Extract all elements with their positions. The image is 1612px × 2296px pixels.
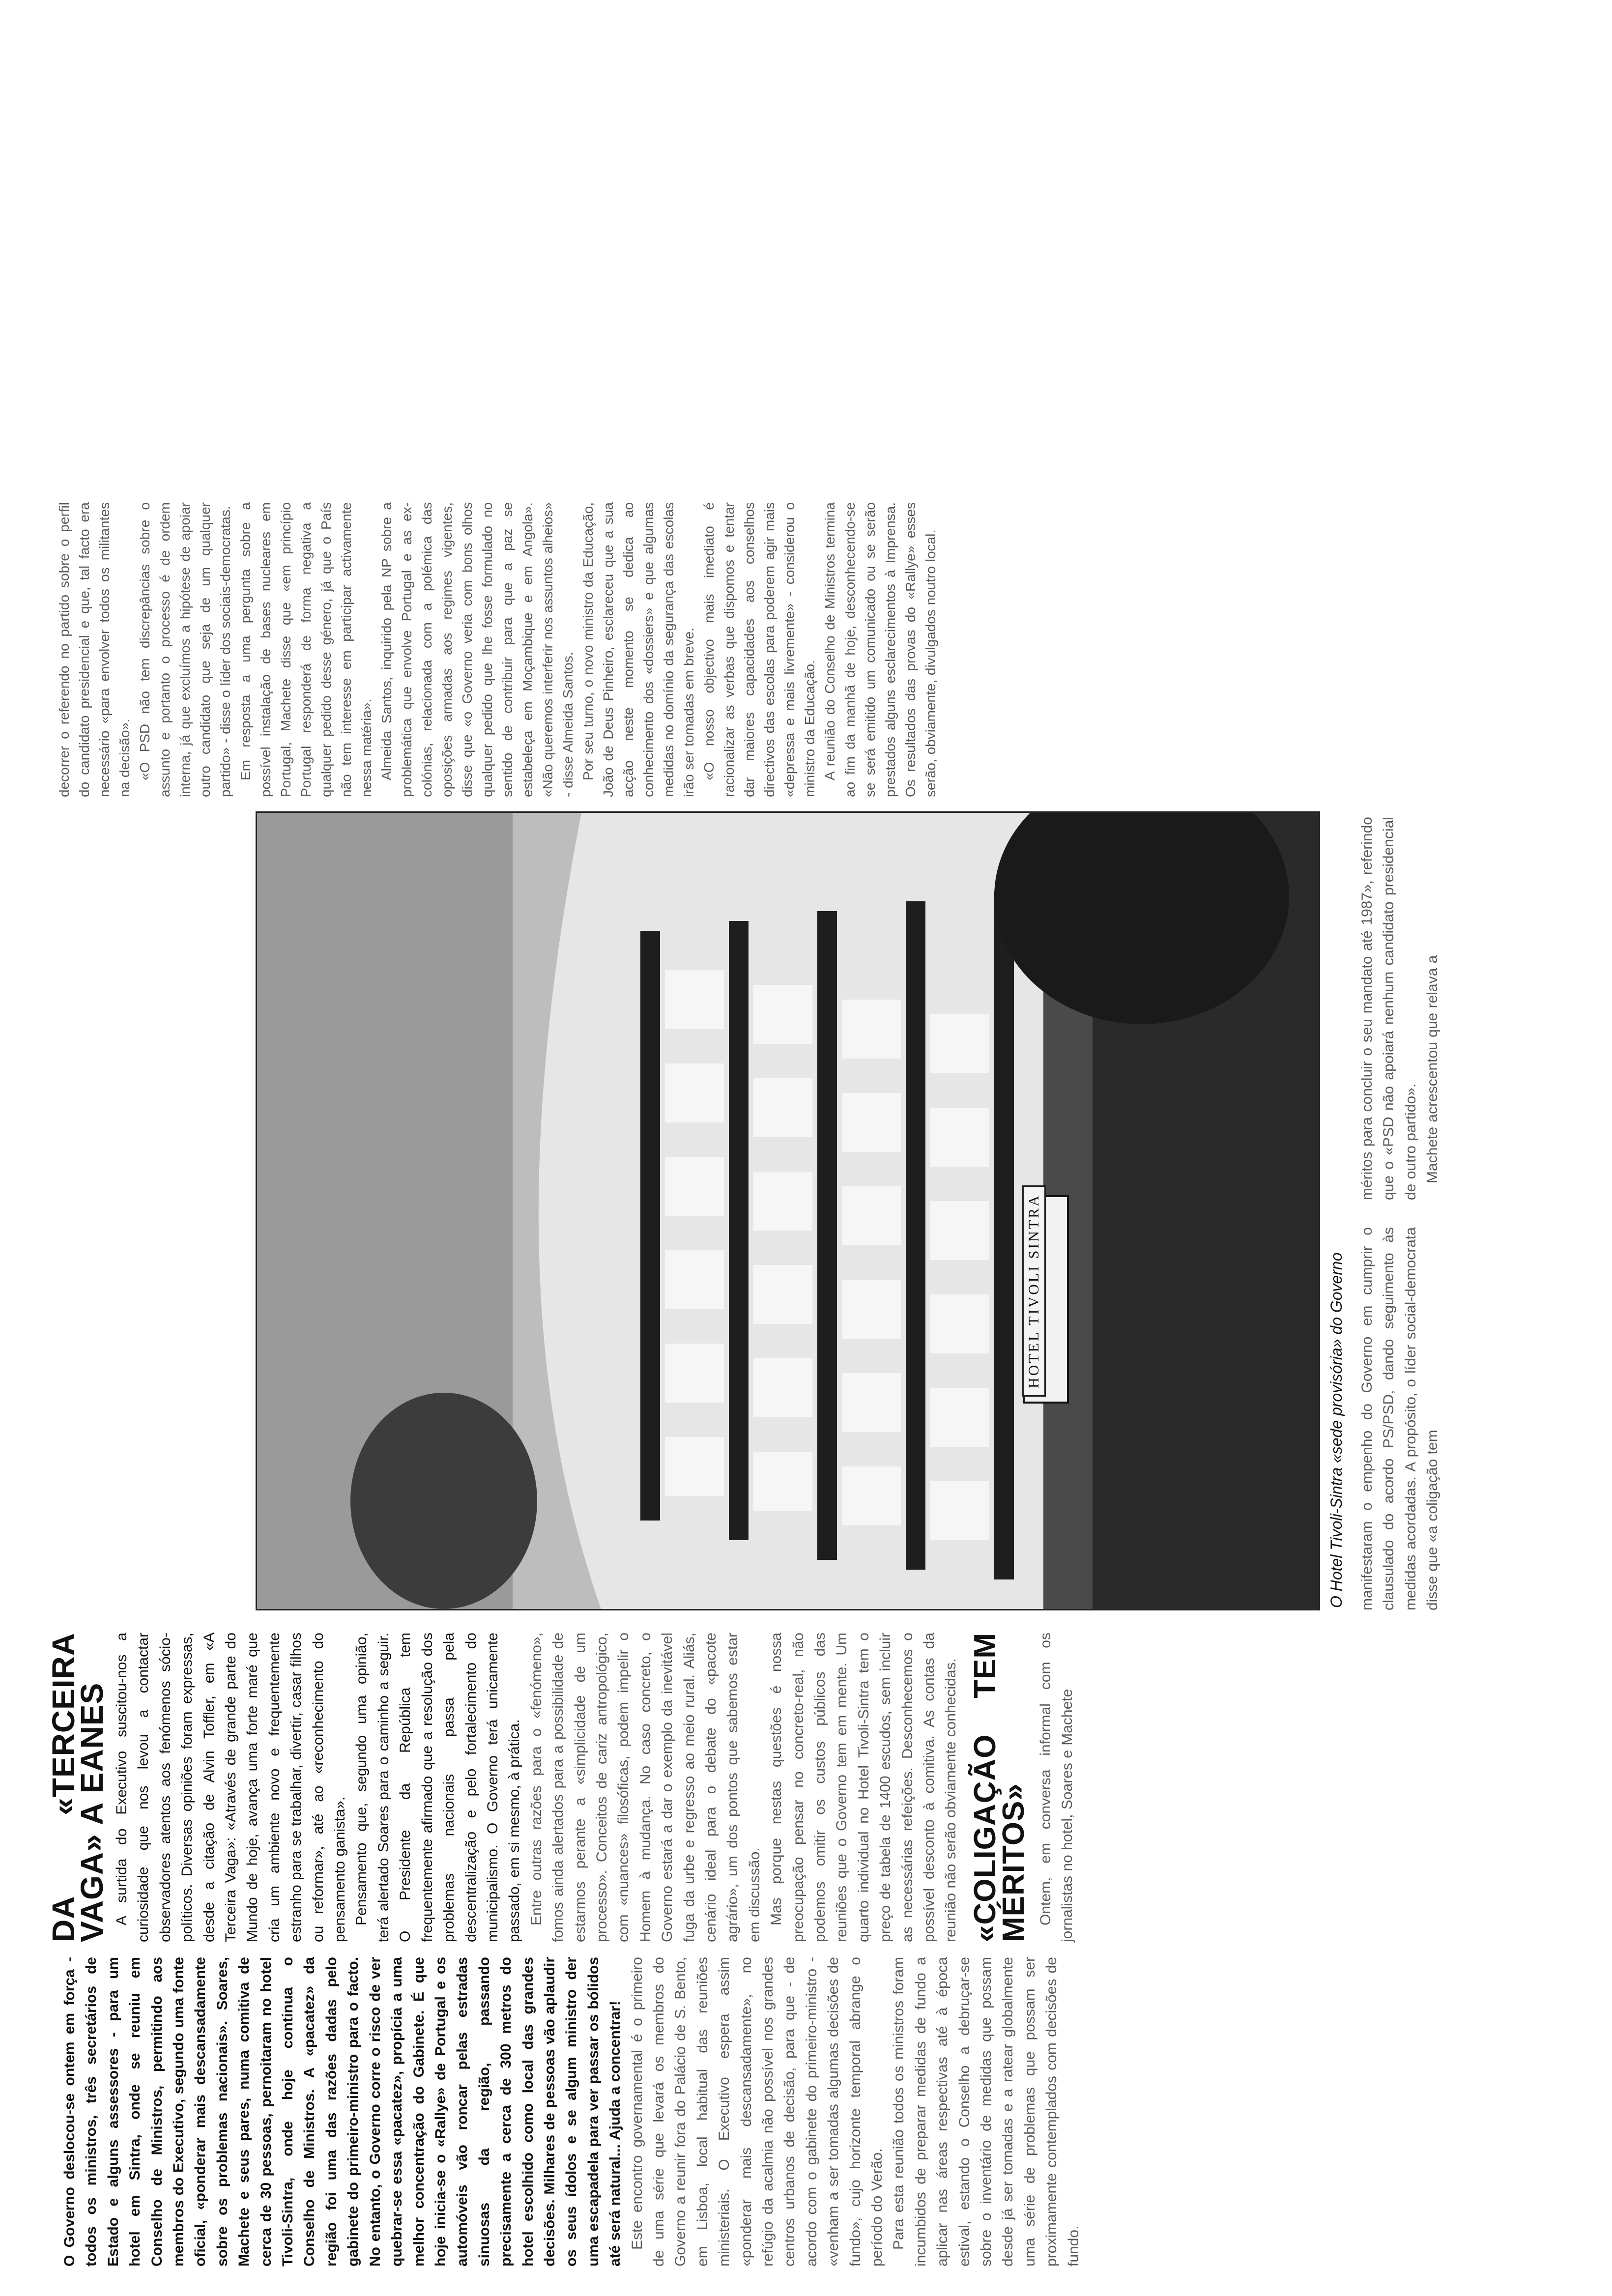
article-paragraph: Em resposta a uma pergunta sobre a possível instalação de bases nucleares em Portugal, Machete disse que «em princípio Portugal responderá de forma negativa a qualquer pedido desse género, já que o País não tem interesse em participar activamente nessa matéria». — [238, 502, 374, 797]
section-heading-coligacao: «COLIGAÇÃO TEM MÉRITOS» — [968, 1633, 1031, 1942]
article-column-5 — [54, 502, 941, 797]
article-paragraph: Por seu turno, o novo ministro da Educação, João de Deus Pinheiro, esclareceu que a sua acção neste momento se dedica ao conhecimento dos «dossiers» e que algumas medidas no domínio da segurança das escolas irão ser tomadas em breve. — [580, 502, 696, 797]
article-paragraph: Para esta reunião todos os ministros foram incumbidos de preparar medidas de fundo a aplicar nas áreas respectivas até à época estival, estando o Conselho a debruçar-se sobre o inventário de medidas que possam desde já ser tomadas e a ratear globalmente uma série de problemas que possam ser proximamente contemplados com decisões de fundo. — [891, 1957, 1082, 2267]
article-paragraph: Machete acrescentou que relava a — [1424, 955, 1441, 1183]
article-paragraph: Pensamento que, segundo uma opinião, terá alertado Soares para o caminho a seguir. O Presidente da República tem frequentemente afirmado que a resolução dos problemas nacionais passa pela descentralização e pelo fortalecimento do municipalismo. O Governo terá unicamente passado, em si mesmo, à prática. — [353, 1633, 523, 1942]
article-paragraph: Entre outras razões para o «fenómeno», fomos ainda alertados para a possibilidade de estarmos perante a «simplicidade de um processo». Conceitos de cariz antropológico, com «nuances» filosóficas, podem impelir o Homem à mudança. No caso concreto, o Governo estará a dar o exemplo da inevitável fuga da urbe e regresso ao meio rural. Aliás, cenário ideal para o debate do «pacote agrário», um dos pontos que sabemos estar em discussão. — [528, 1633, 763, 1942]
article-paragraph: decorrer o referendo no partido sobre o perfil do candidato presidencial e que, tal facto era necessário «para envolver todos os militantes na decisão». — [57, 502, 132, 797]
article-paragraph: Almeida Santos, inquirido pela NP sobre a problemática que envolve Portugal e as ex-colónias, relacionada com a polémica das oposições armadas aos regimes vigentes, disse que «o Governo veria com bons olhos qualquer pedido que lhe fosse formulado no sentido de contribuir para que a paz se estabeleça em Moçambique e em Angola». «Não queremos interferir nos assuntos alheios» - disse Almeida Santos. — [379, 502, 576, 797]
article-column-4 — [1356, 817, 1444, 1200]
article-paragraph: Mas porque nestas questões é nossa preocupação pensar no concreto-real, não podemos omitir os custos públicos das reuniões que o Governo tem em mente. Um quarto individual no Hotel Tivoli-Sintra tem o preço de tabela de 1400 escudos, sem incluir as necessárias refeições. Desconhecemos o possível desconto à comitiva. As contas da reunião não serão obviamente conhecidas. — [768, 1633, 959, 1942]
article-paragraph: A surtida do Executivo suscitou-nos a curiosidade que nos levou a contactar observadores atentos aos fenómenos sócio-políticos. Diversas opiniões foram expressas, desde a citação de Alvin Toffler, em «A Terceira Vaga»: «Através de grande parte do Mundo de hoje, avança uma forte maré que cria um ambiente novo e frequentemente estranho para se trabalhar, divertir, casar filhos ou reformar», até ao «reconhecimento do pensamento ganista». — [114, 1633, 348, 1942]
article-paragraph: méritos para concluir o seu mandato até 1987», referindo que o «PSD não apoiará nenhum candidato presidencial de outro partido». — [1359, 817, 1419, 1200]
article-paragraph: A reunião do Conselho de Ministros termina ao fim da manhã de hoje, desconhecendo-se se será emitido um comunicado ou se serão prestados alguns esclarecimentos à Imprensa. Os resultados das provas do «Rallye» esses serão, obviamente, divulgados noutro local. — [822, 502, 938, 797]
hotel-photo-illustration — [257, 813, 1319, 1609]
article-paragraph: «O PSD não tem discrepâncias sobre o assunto e portanto o processo é de ordem interna, já que excluímos a hipótese de apoiar outro candidato que seja de um qualquer partido» - disse o líder dos sociais-democratas. — [137, 502, 233, 797]
article-paragraph: Este encontro governamental é o primeiro de uma série que levará os membros do Governo a reunir fora do Palácio de S. Bento, em Lisboa, local habitual das reuniões ministeriais. O Executivo espera assim «ponderar mais descansadamente», no refúgio da acalmia não possível nos grandes centros urbanos de decisão, para que - de acordo com o gabinete do primeiro-ministro - «venham a ser tomadas algumas decisões de fundo», cujo horizonte temporal abrange o período do Verão. — [629, 1957, 886, 2267]
article-column-2 — [46, 1633, 1079, 1942]
photo-caption: O Hotel Tivoli-Sintra «sede provisória» do Governo — [1327, 1252, 1345, 1608]
article-column-1 — [59, 1957, 1085, 2267]
article-paragraph: manifestaram o empenho do Governo em cumprir o clausulado do acordo PS/PSD, dando seguimento às medidas acordadas. A propósito, o líder social-democrata disse que «a coligação tem — [1359, 1227, 1441, 1610]
article-paragraph: «O nosso objectivo mais imediato é racionalizar as verbas que dispomos e tentar dar maiores capacidades aos conselhos directivos das escolas para poderem agir mais «depressa e mais livremente» - considerou o ministro da Educação. — [701, 502, 817, 797]
article-paragraph: Ontem, em conversa informal com os jornalistas no hotel, Soares e Machete — [1037, 1633, 1076, 1942]
hotel-sign: HOTEL TIVOLI SINTRA — [1022, 1185, 1046, 1397]
section-heading-terceira-vaga: DA «TERCEIRA VAGA» A EANES — [46, 1633, 110, 1942]
lead-paragraph: O Governo deslocou-se ontem em força - todos os ministros, três secretários de Estado e alguns assessores - para um hotel em Sintra, onde se reuniu em Conselho de Ministros, permitindo aos membros do Executivo, segundo uma fonte oficial, «ponderar mais descansadamente sobre os problemas nacionais». Soares, Machete e seus pares, numa comitiva de cerca de 30 pessoas, pernoitaram no hotel Tivoli-Sintra, onde hoje continua o Conselho de Ministros. A «pacatez» da região foi uma das razões dadas pelo gabinete do primeiro-ministro para o facto. No entanto, o Governo corre o risco de ver quebrar-se essa «pacatez», propícia a uma melhor concentração do Gabinete. É que hoje inicia-se o «Rallye» de Portugal e os automóveis vão roncar pelas estradas sinuosas da região, passando precisamente a cerca de 300 metros do hotel escolhido como local das grandes decisões. Milhares de pessoas vão aplaudir os seus ídolos e se algum ministro der uma escapadela para ver passar os bólidos até será natural... Ajuda a concentrar! — [61, 1957, 624, 2267]
hotel-photo — [256, 811, 1320, 1610]
article-column-3 — [1356, 1227, 1444, 1610]
